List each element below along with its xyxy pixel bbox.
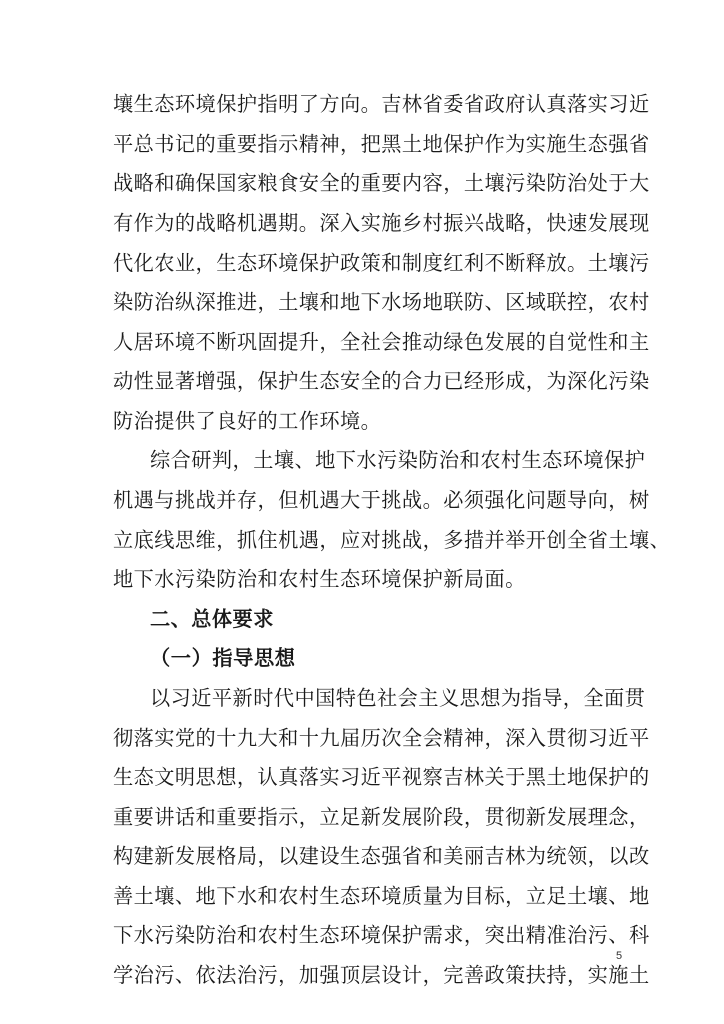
paragraph-line: 重要讲话和重要指示，立足新发展阶段，贯彻新发展理念， — [113, 805, 650, 829]
section-heading: 二、总体要求 — [150, 607, 274, 631]
paragraph-line: 生态文明思想，认真落实习近平视察吉林关于黑土地保护的 — [113, 765, 650, 789]
paragraph-line: 下水污染防治和农村生态环境保护需求，突出精准治污、科 — [113, 923, 650, 947]
paragraph-line: 机遇与挑战并存，但机遇大于挑战。必须强化问题导向，树 — [113, 488, 650, 512]
paragraph-line: 学治污、依法治污，加强顶层设计，完善政策扶持，实施土 — [113, 963, 650, 987]
paragraph-line: 彻落实党的十九大和十九届历次全会精神，深入贯彻习近平 — [113, 726, 650, 750]
paragraph-line: 壤生态环境保护指明了方向。吉林省委省政府认真落实习近 — [113, 92, 650, 116]
paragraph-line: 立底线思维，抓住机遇，应对挑战，多措并举开创全省土壤、 — [113, 528, 671, 552]
paragraph-line: 人居环境不断巩固提升，全社会推动绿色发展的自觉性和主 — [113, 330, 650, 354]
paragraph-line: 构建新发展格局，以建设生态强省和美丽吉林为统领，以改 — [113, 844, 650, 868]
paragraph-line: 综合研判，土壤、地下水污染防治和农村生态环境保护 — [150, 448, 646, 472]
paragraph-line: 染防治纵深推进，土壤和地下水场地联防、区域联控，农村 — [113, 290, 650, 314]
paragraph-line: 平总书记的重要指示精神，把黑土地保护作为实施生态强省 — [113, 132, 650, 156]
paragraph-line: 善土壤、地下水和农村生态环境质量为目标，立足土壤、地 — [113, 884, 650, 908]
paragraph-line: 战略和确保国家粮食安全的重要内容，土壤污染防治处于大 — [113, 171, 650, 195]
page-number: 5 — [616, 950, 623, 962]
paragraph-line: 地下水污染防治和农村生态环境保护新局面。 — [113, 567, 526, 591]
subsection-heading: （一）指导思想 — [150, 646, 296, 670]
paragraph-line: 有作为的战略机遇期。深入实施乡村振兴战略，快速发展现 — [113, 211, 650, 235]
paragraph-line: 以习近平新时代中国特色社会主义思想为指导，全面贯 — [150, 686, 646, 710]
paragraph-line: 代化农业，生态环境保护政策和制度红利不断释放。土壤污 — [113, 251, 650, 275]
paragraph-line: 动性显著增强，保护生态安全的合力已经形成，为深化污染 — [113, 369, 650, 393]
paragraph-line: 防治提供了良好的工作环境。 — [113, 409, 382, 433]
